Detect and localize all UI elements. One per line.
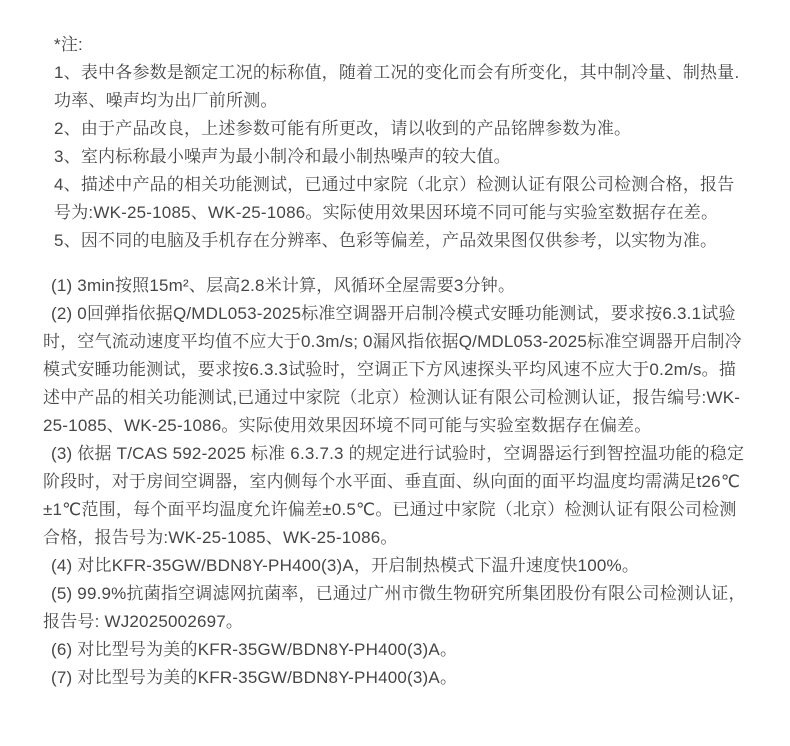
note-item-2: 2、由于产品改良，上述参数可能有所更改，请以收到的产品铭牌参数为准。 [54,119,632,138]
footnote-item-4: (4) 对比KFR-35GW/BDN8Y-PH400(3)A，开启制热模式下温升速度快100%。 [51,556,640,575]
note-item-5: 5、因不同的电脑及手机存在分辨率、色彩等偏差，产品效果图仅供参考，以实物为准。 [54,231,718,250]
footnote-item-7: (7) 对比型号为美的KFR-35GW/BDN8Y-PH400(3)A。 [51,668,458,687]
footnote-item-6: (6) 对比型号为美的KFR-35GW/BDN8Y-PH400(3)A。 [51,640,458,659]
footnotes-block [0,272,790,692]
note-item-1: 1、表中各参数是额定工况的标称值，随着工况的变化而会有所变化，其中制冷量、制热量.功率、噪声均为出厂前所测。 [54,63,740,110]
note-item-4: 4、描述中产品的相关功能测试，已通过中家院（北京）检测认证有限公司检测合格，报告号为:WK-25-1085、WK-25-1086。实际使用效果因环境不同可能与实验室数据存在差。 [54,175,735,222]
notes-block [0,0,790,255]
footnote-item-1: (1) 3min按照15m²、层高2.8米计算，风循环全屋需要3分钟。 [51,276,516,295]
note-item-3: 3、室内标称最小噪声为最小制冷和最小制热噪声的较大值。 [54,147,511,166]
footnote-item-2: (2) 0回弹指依据Q/MDL053-2025标准空调器开启制冷模式安睡功能测试，要求按6.3.1试验时，空气流动速度平均值不应大于0.3m/s; 0漏风指依据Q/MDL053-2025标准空调器开启制冷模式安睡功能测试，要求按6.3.3试验时，空调正下方风速探头平均风速不应大于0.2m/s。描述中产品的相关功能测试,已通过中家院（北京）检测认证有限公司检测认证，报告编号:WK-25-1085、WK-25-1086。实际使用效果因环境不同可能与实验室数据存在偏差。 [43,304,742,435]
notes-header: *注: [54,35,83,54]
footnote-item-3: (3) 依据 T/CAS 592-2025 标准 6.3.7.3 的规定进行试验时，空调器运行到智控温功能的稳定阶段时，对于房间空调器，室内侧每个水平面、垂直面、纵向面的面平均温度均需满足t26℃±1℃范围，每个面平均温度允许偏差±0.5℃。已通过中家院（北京）检测认证有限公司检测合格，报告号为:WK-25-1085、WK-25-1086。 [43,444,745,547]
footnote-item-5: (5) 99.9%抗菌指空调滤网抗菌率，已通过广州市微生物研究所集团股份有限公司检测认证，报告号: WJ2025002697。 [43,584,746,631]
